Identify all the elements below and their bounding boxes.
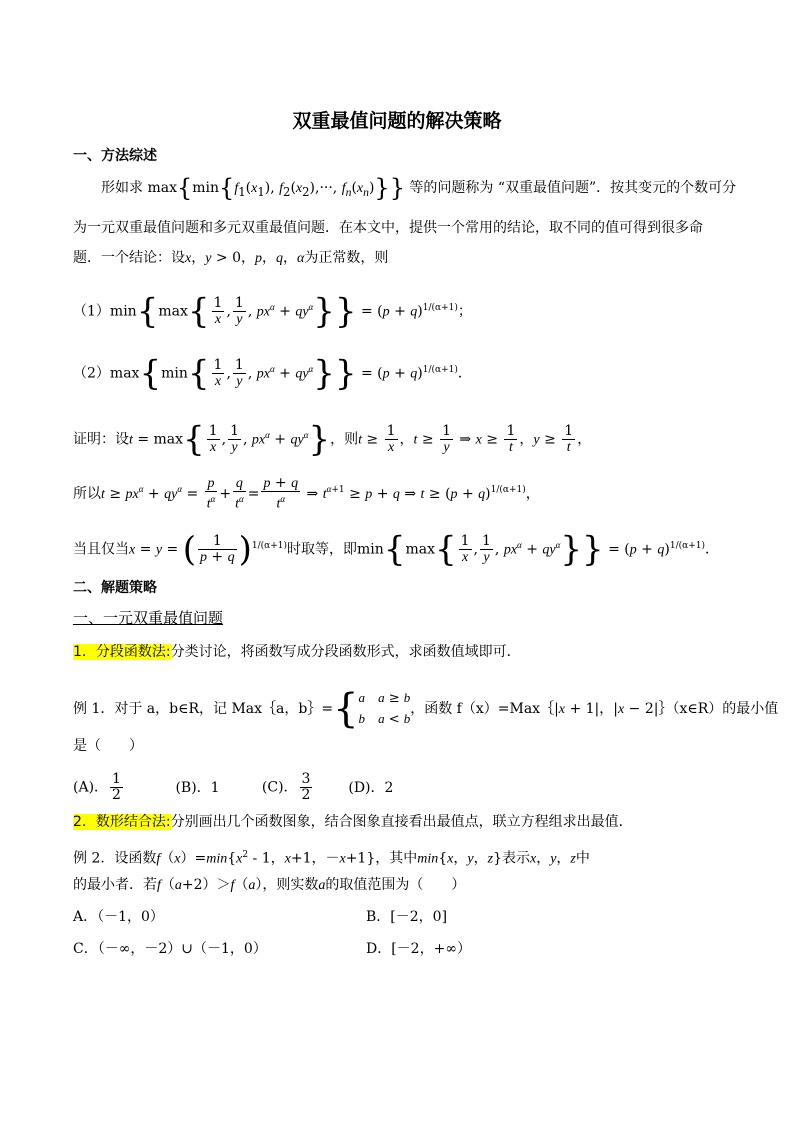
intro-pre-text: 形如求 [101, 180, 143, 196]
strategy1-text: 分类讨论，将函数写成分段函数形式，求函数值域即可． [170, 644, 521, 660]
section1-heading: 一、方法综述 [73, 148, 157, 164]
strategy2-text: 分别画出几个函数图象，结合图象直接看出最值点，联立方程组求出最值． [170, 814, 633, 830]
ex1-option-d: (D)．2 [348, 779, 394, 796]
ex1-tail: （x∈R）的最小值 [672, 701, 779, 717]
example1-options [73, 772, 393, 803]
intro-line3-a: 题．一个结论：设 [73, 250, 185, 266]
example2-line1: 例 2．设函数$f(x)=\min\{x^2 - 1$，x+1，－x+1}，其中min{x，y，z}表示x，y，z中 [73, 850, 590, 867]
formula-max-min-f: $\max\{\min\{f_1(x_1)$, $f_2(x_2),\cdot\cdot\cdot$, $f_n(x_n)$}} [147, 174, 405, 202]
page-title: 双重最值问题的解决策略 [292, 110, 502, 132]
strategy1-line [73, 642, 521, 662]
item1-label: （1） [73, 303, 110, 320]
intro-line3-b: 为正常数，则 [304, 250, 389, 266]
proof-then: ，则 [330, 431, 359, 448]
ex2-option-c: C．（－∞，－2）∪（－1，0） [73, 941, 267, 957]
ex1-post: ，函数 f（x）=Max｛ [410, 701, 555, 717]
formula-item2: （2）max{min{ $\frac{1}{x}$ , $\frac{1}{y}$ , $px^\alpha + qy^\alpha\}\} = (p + q)^{1/(\alpha+1)}$． [73, 353, 472, 394]
example2-line2: 的最小者．若f（a+2）＞f（a），则实数a的取值范围为（ ） [73, 877, 466, 893]
section2-heading: 二、解题策略 [73, 580, 157, 596]
item2-label: （2） [73, 365, 110, 382]
intro-line1 [101, 174, 737, 203]
example1-line2: 是（ ） [73, 738, 143, 754]
ex1-option-b: (B)．1 [175, 779, 220, 796]
section2-subheading: 一、一元双重最值问题 [73, 609, 224, 627]
ex1-option-a: (A)． $\frac{1}{2}$ [73, 771, 121, 803]
ex2-option-a: A．（－1，0） [73, 909, 164, 925]
ex1-pre: 例 1．对于 a，b∈R，记 Max｛a，b｝= [73, 701, 334, 717]
intro-line2: 为一元双重最值问题和多元双重最值问题．在本文中，提供一个常用的结论，取不同的值可得到很多命 [73, 220, 703, 236]
proof-line3: 当且仅当x = y = ( $\frac{1}{p + q}$ )$^{1/(\alpha+1)}$时取等，即min{max{ $\frac{1}{x}$ , $\frac{1}{y}$ , $px^\alpha + qy^\alpha\}\} = (p + q)^{1/(\alpha+1)}$． [73, 529, 719, 570]
strategy2-line [73, 812, 633, 832]
ex2-option-b: B．[－2，0] [366, 909, 448, 925]
strategy2-label: 2．数形结合法: [73, 814, 171, 830]
iff-label: 当且仅当 [73, 541, 129, 558]
proof-line1: 证明：设t = max{ $\frac{1}{x}$ , $\frac{1}{y}$ , $px^\alpha + qy^\alpha$}，则t ≥ $\frac{1}{x}$ ，t ≥ $\frac{1}{y}$ ⇒ x ≥ $\frac{1}{t}$ ，y ≥ $\frac{1}{t}$ ， [73, 419, 592, 460]
intro-post-text: 等的问题称为 “双重最值问题”．按其变元的个数可分 [409, 180, 737, 196]
ex1-option-c: (C)． $\frac{3}{2}$ [261, 771, 311, 803]
formula-item1: （1）min{max{ $\frac{1}{x}$ , $\frac{1}{y}$ , $px^\alpha + qy^\alpha\}\} = (p + q)^{1/(\alpha+1)}$； [73, 291, 472, 332]
ex2-option-d: D．[－2，+∞） [366, 941, 471, 957]
so-label: 所以 [73, 485, 101, 502]
proof-line2: 所以$t \ge px^\alpha + qy^\alpha$ = $\frac{p}{t^\alpha}$ + $\frac{q}{t^\alpha}$ = $\frac{p + q}{t^\alpha}$ ⇒ $t^{\alpha+1} \ge p + q$ ⇒ $t \ge (p + q)^{1/(\alpha+1)}$， [73, 475, 540, 512]
intro-line3: 题．一个结论：设x，y > 0，p，q，α为正常数，则 [73, 250, 389, 266]
example1-line1: 例 1．对于 a，b∈R，记 Max｛a，b｝={ a a ≥ b b a < b ，函数 f（x）=Max｛|x + 1|，|x − 2|｝（x∈R）的最小值 [73, 686, 779, 732]
proof-label: 证明：设 [73, 431, 129, 448]
iff-mid: 时取等，即 [287, 541, 358, 558]
strategy1-label: 1．分段函数法: [73, 644, 171, 660]
